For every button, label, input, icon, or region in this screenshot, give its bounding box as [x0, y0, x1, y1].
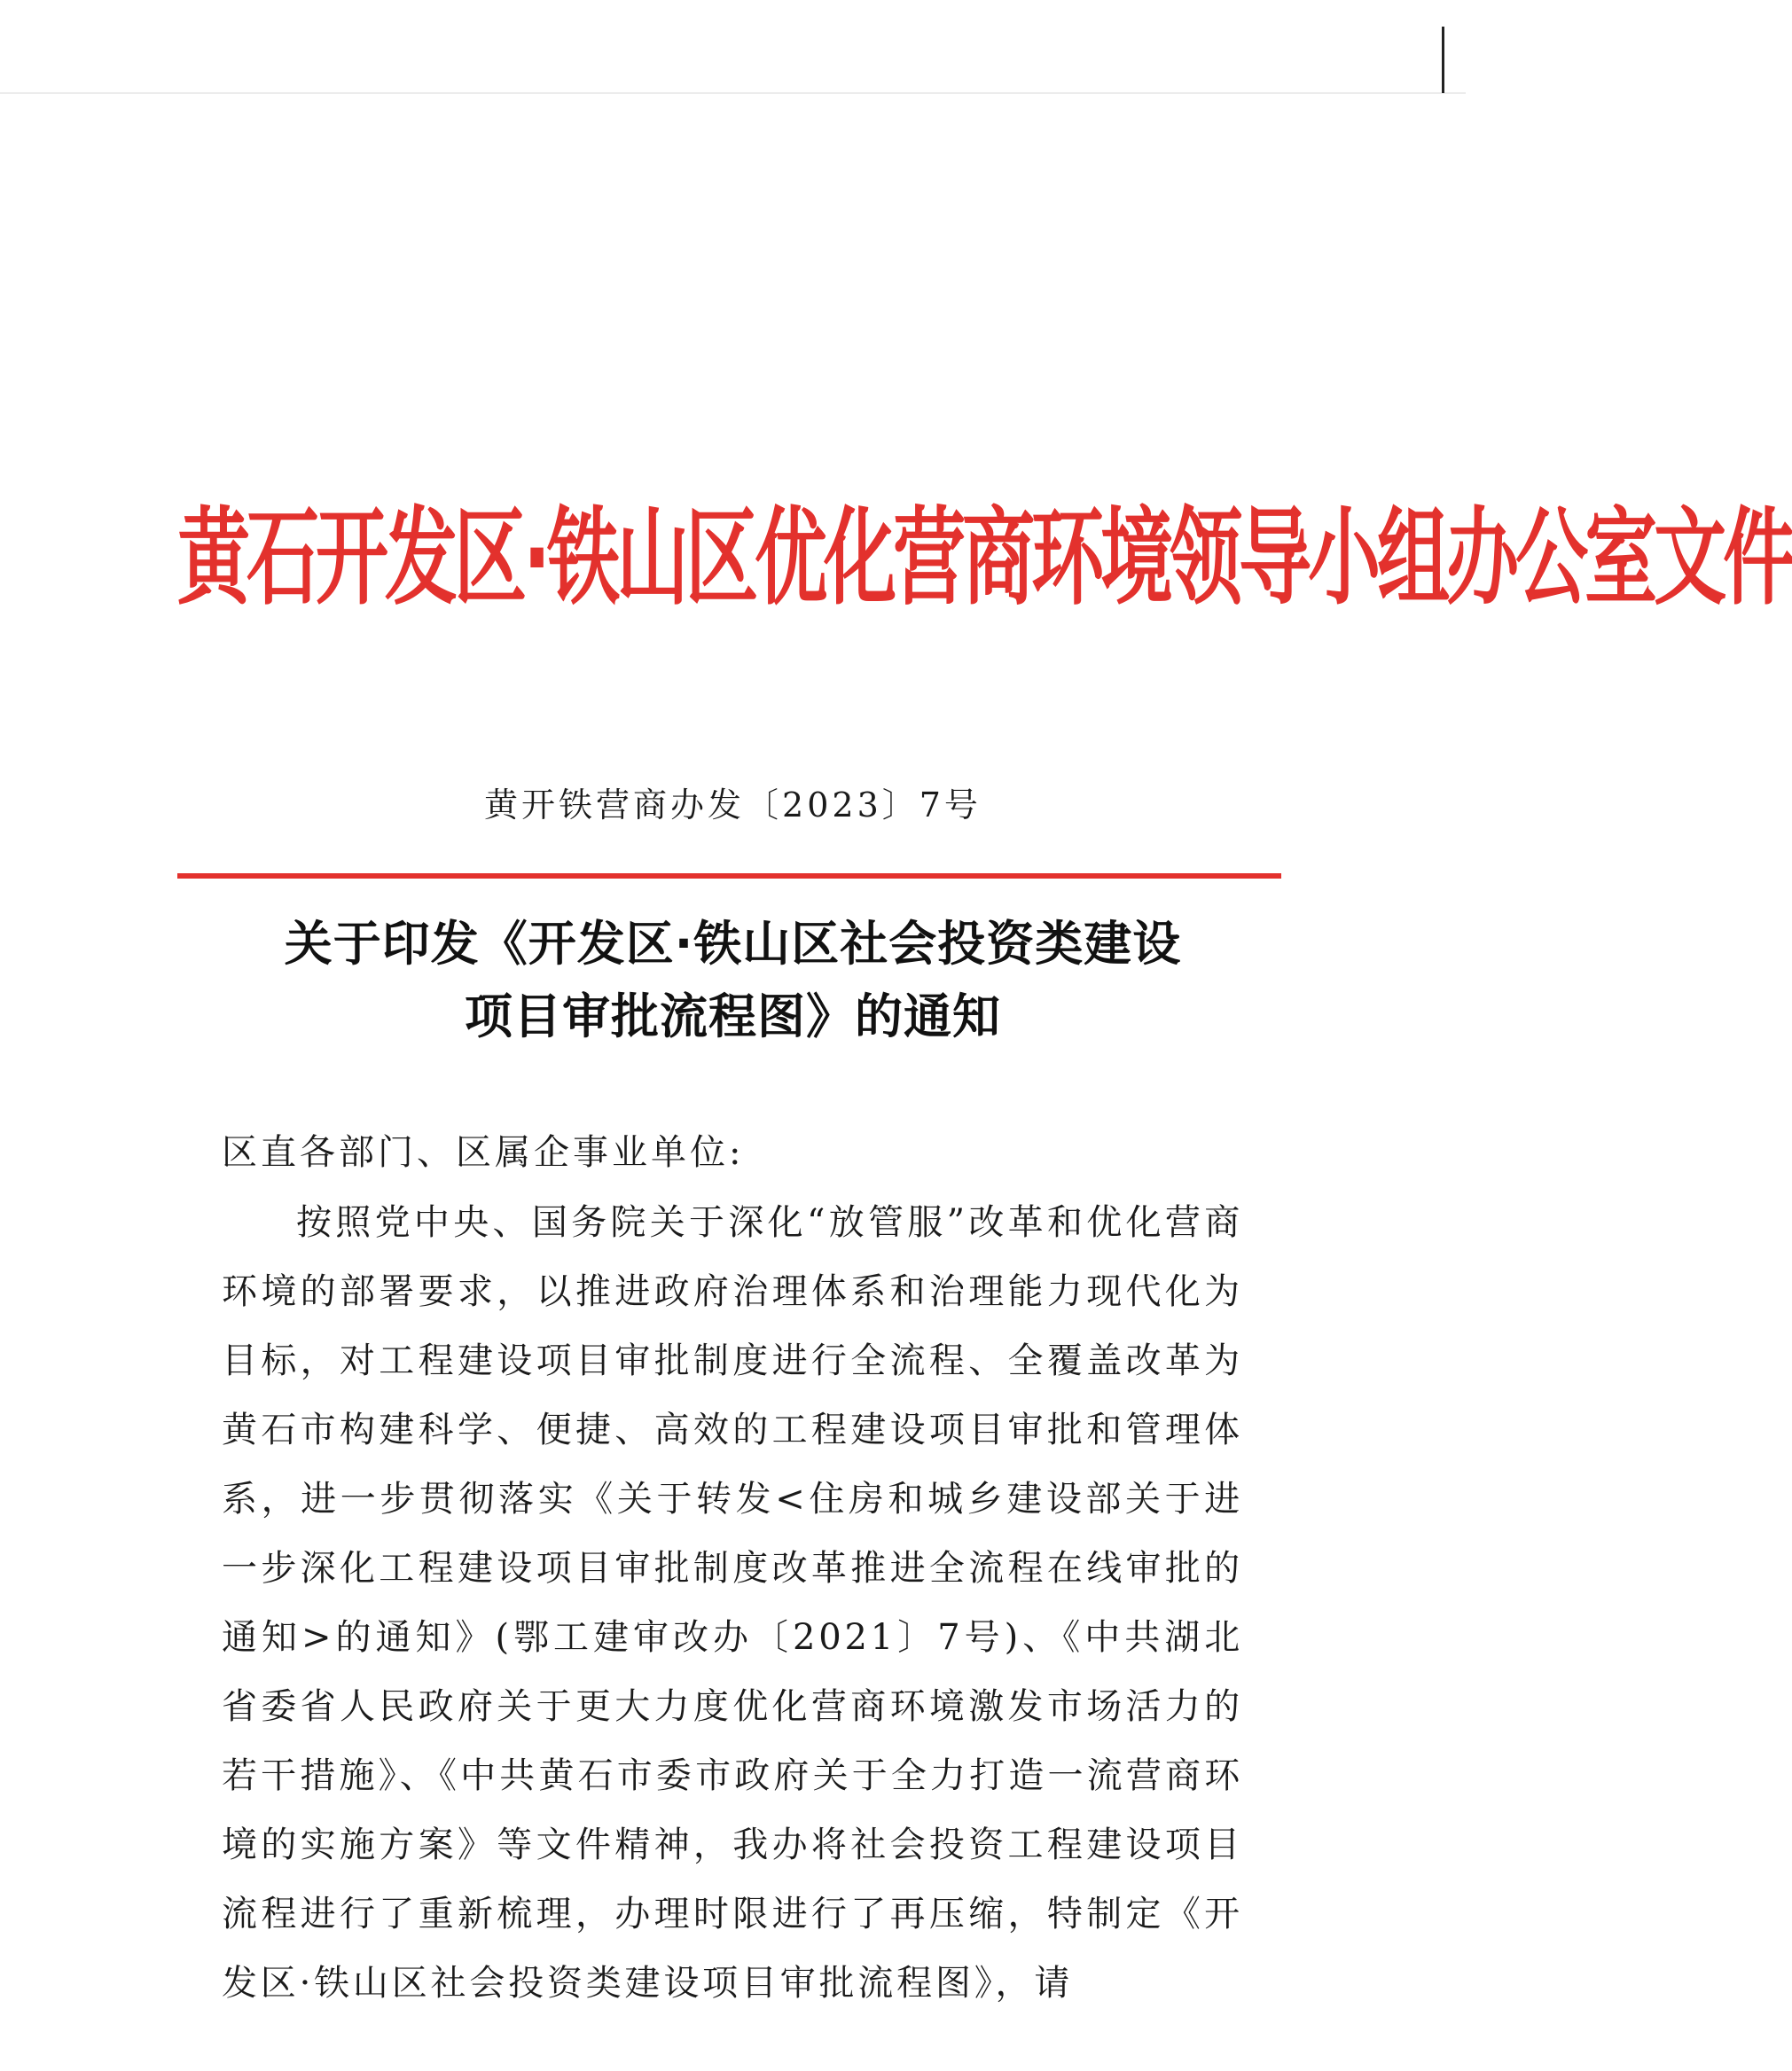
document-header-title: 黄石开发区·铁山区优化营商环境领导小组办公室文件 [177, 497, 1792, 620]
notice-title-line-1: 关于印发《开发区·铁山区社会投资类建设 [284, 916, 1182, 972]
scan-artifact-line [0, 92, 1466, 94]
body-paragraph: 按照党中央、国务院关于深化“放管服”改革和优化营商环境的部署要求，以推进政府治理体系和治理能力现代化为目标，对工程建设项目审批制度进行全流程、全覆盖改革为黄石市构建科学、便捷、高效的工程建设项目审批和管理体系，进一步贯彻落实《关于转发<住房和城乡建设部关于进一步深化工程建设项目审批制度改革推进全流程在线审批的通知>的通知》(鄂工建审改办〔2021〕7号)、《中共湖北省委省人民政府关于更大力度优化营商环境激发市场活力的若干措施》、《中共黄石市委市政府关于全力打造一流营商环境的实施方案》等文件精神，我办将社会投资工程建设项目流程进行了重新梳理，办理时限进行了再压缩，特制定《开发区·铁山区社会投资类建设项目审批流程图》，请 [222, 1202, 1243, 2004]
scan-artifact-edge [1442, 27, 1444, 93]
addressee: 区直各部门、区属企事业单位: [222, 1132, 745, 1173]
document-number: 黄开铁营商办发〔2023〕7号 [484, 785, 982, 824]
notice-title-line-2: 项目审批流程图》的通知 [465, 989, 1001, 1044]
red-divider-rule [177, 873, 1281, 879]
